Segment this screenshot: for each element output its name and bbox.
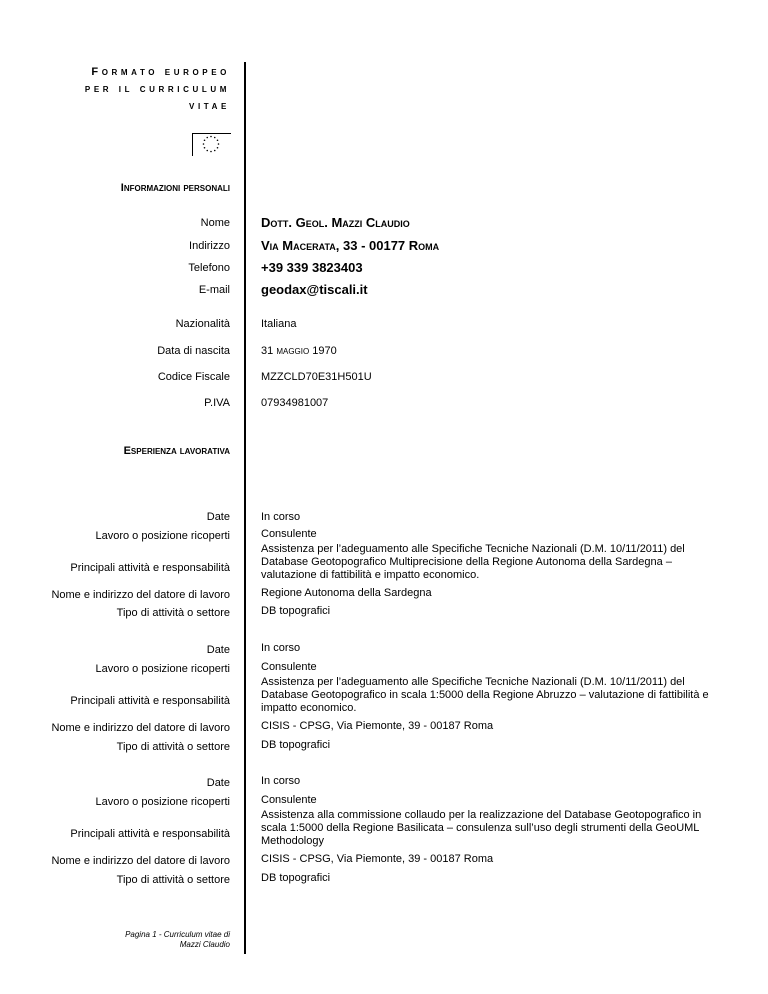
nascita-day: 31 — [261, 345, 274, 357]
entry-posizione: Consulente — [261, 661, 317, 673]
label-date: Date — [206, 777, 230, 789]
entry-datore: CISIS - CPSG, Via Piemonte, 39 - 00187 Roma — [261, 720, 494, 732]
footer-line1: Pagina 1 - Curriculum vitae di — [125, 930, 230, 939]
entry-attivita: Assistenza alla commissione collaudo per la realizzazione del Database Geotopografico in scala 1:5000 della Regione Basilicata – consulenza sull’uso degli strumenti della GeoUML Methodology — [261, 809, 702, 847]
entry-datore: CISIS - CPSG, Via Piemonte, 39 - 00187 Roma — [261, 853, 494, 865]
label-nascita: Data di nascita — [157, 345, 230, 357]
label-tipo: Tipo di attività o settore — [116, 874, 230, 886]
entry-date: In corso — [261, 775, 301, 787]
label-attivita: Principali attività e responsabilità — [70, 695, 230, 707]
entry-date: In corso — [261, 511, 301, 523]
label-posizione: Lavoro o posizione ricoperti — [95, 663, 230, 675]
value-nazionalita: Italiana — [261, 318, 297, 330]
label-date: Date — [206, 511, 230, 523]
label-posizione: Lavoro o posizione ricoperti — [95, 796, 230, 808]
eu-stars-icon — [202, 135, 220, 153]
entry-attivita: Assistenza per l’adeguamento alle Specifiche Tecniche Nazionali (D.M. 10/11/2011) del Database Geotopografico in scala 1:5000 della Regione Abruzzo – valutazione di fattibilità e impatto economico. — [261, 676, 709, 714]
cv-title-line2: per il curriculum — [84, 83, 230, 95]
label-email: E-mail — [198, 284, 230, 296]
value-piva: 07934981007 — [261, 397, 329, 409]
label-datore: Nome e indirizzo del datore di lavoro — [51, 589, 230, 601]
label-piva: P.IVA — [204, 397, 230, 409]
value-codice-fiscale: MZZCLD70E31H501U — [261, 371, 372, 383]
nascita-year: 1970 — [312, 345, 337, 357]
page-footer — [70, 930, 230, 950]
label-tipo: Tipo di attività o settore — [116, 607, 230, 619]
label-tipo: Tipo di attività o settore — [116, 741, 230, 753]
label-attivita: Principali attività e responsabilità — [70, 562, 230, 574]
value-nascita — [261, 345, 337, 357]
footer-line2: Mazzi Claudio — [179, 940, 230, 949]
label-telefono: Telefono — [188, 262, 230, 274]
label-nome: Nome — [200, 217, 230, 229]
section-work-experience: Esperienza lavorativa — [123, 445, 230, 457]
nascita-month: MAGGIO — [276, 347, 310, 356]
section-personal-info: Informazioni personali — [120, 182, 230, 194]
label-attivita: Principali attività e responsabilità — [70, 828, 230, 840]
label-indirizzo: Indirizzo — [189, 240, 230, 252]
value-email[interactable]: geodax@tiscali.it — [261, 282, 368, 297]
label-posizione: Lavoro o posizione ricoperti — [95, 530, 230, 542]
label-datore: Nome e indirizzo del datore di lavoro — [51, 855, 230, 867]
cv-title-line1: Formato europeo — [91, 66, 230, 78]
value-nome: Dott. Geol. Mazzi Claudio — [261, 215, 410, 230]
entry-tipo: DB topografici — [261, 872, 331, 884]
entry-tipo: DB topografici — [261, 605, 331, 617]
entry-posizione: Consulente — [261, 794, 317, 806]
entry-datore: Regione Autonoma della Sardegna — [261, 587, 432, 599]
value-indirizzo: Via Macerata, 33 - 00177 Roma — [261, 238, 440, 253]
entry-attivita: Assistenza per l’adeguamento alle Specifiche Tecniche Nazionali (D.M. 10/11/2011) del Database Geotopografico Multiprecisione della Regione Autonoma della Sardegna – valutazione di fattibilità e impatto economico. — [261, 543, 685, 581]
entry-date: In corso — [261, 642, 301, 654]
label-date: Date — [206, 644, 230, 656]
label-datore: Nome e indirizzo del datore di lavoro — [51, 722, 230, 734]
eu-flag-icon — [192, 133, 231, 156]
label-codice-fiscale: Codice Fiscale — [157, 371, 230, 383]
cv-title-line3: vitae — [189, 100, 230, 112]
entry-posizione: Consulente — [261, 528, 317, 540]
column-divider — [244, 62, 246, 954]
entry-tipo: DB topografici — [261, 739, 331, 751]
value-telefono: +39 339 3823403 — [261, 260, 363, 275]
label-nazionalita: Nazionalità — [175, 318, 230, 330]
